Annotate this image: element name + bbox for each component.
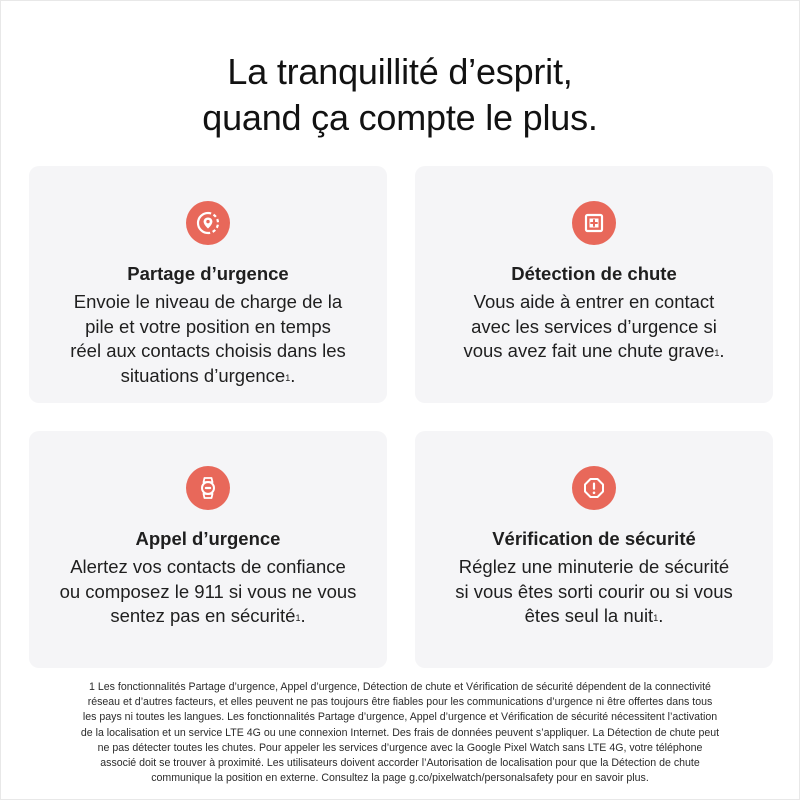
feature-title: Détection de chute <box>511 263 677 284</box>
feature-card-fall-detection <box>415 166 773 403</box>
feature-description-line: ou composez le 911 si vous ne vous <box>59 580 357 602</box>
feature-description <box>425 555 763 629</box>
footnote-marker: 1 <box>714 348 720 358</box>
footnote-marker: 1 <box>295 613 301 623</box>
page-title <box>1 49 799 141</box>
feature-description-period: . <box>300 605 306 626</box>
feature-description-line <box>425 339 763 364</box>
feature-description-line <box>39 364 377 389</box>
legal-footnote <box>23 680 777 786</box>
footnote-line: communique la position en externe. Consultez la page g.co/pixelwatch/personalsafety pour en savoir plus. <box>151 772 649 785</box>
feature-description-line: Envoie le niveau de charge de la <box>73 291 343 312</box>
feature-card-emergency-sharing <box>29 166 387 403</box>
footnote-line: ne pas détecter toutes les chutes. Pour appeler les services d’urgence avec la Google Pixel Watch sans LTE 4G, votre téléphone <box>97 741 703 754</box>
feature-description-period: . <box>290 364 296 386</box>
feature-description <box>39 555 377 629</box>
page-title-line-2: quand ça compte le plus. <box>202 97 598 138</box>
feature-description-line: Réglez une minuterie de sécurité <box>458 556 730 577</box>
feature-description <box>39 290 377 388</box>
feature-description-text: vous avez fait une chute grave <box>463 340 715 361</box>
footnote-line: de la localisation et un service LTE 4G ou une connexion Internet. Des frais de données peuvent s’appliquer. La Détection de chute peut <box>80 726 720 739</box>
feature-description-text: êtes seul la nuit <box>524 605 654 626</box>
feature-description-period: . <box>719 340 725 361</box>
feature-description-text: sentez pas en sécurité <box>110 605 296 626</box>
feature-description-line: si vous êtes sorti courir ou si vous <box>455 580 733 602</box>
alert-octagon-icon <box>572 466 616 510</box>
feature-description-text: situations d’urgence <box>120 364 286 386</box>
footnote-line: associé doit se trouver à proximité. Les utilisateurs doivent accorder l’Autorisation de localisation pour que la Détection de chute <box>100 757 700 770</box>
feature-description-line: avec les services d’urgence si <box>471 315 717 337</box>
feature-card-emergency-call <box>29 431 387 668</box>
feature-title: Appel d’urgence <box>135 528 281 549</box>
feature-title: Vérification de sécurité <box>492 528 696 549</box>
watch-icon <box>186 466 230 510</box>
footnote-marker: 1 <box>653 613 659 623</box>
footnote-line: les pays ni toutes les langues. Les fonctionnalités Partage d’urgence, Appel d’urgence et Vérification de sécurité nécessitent l’activation <box>82 711 718 724</box>
footnote-line: 1 Les fonctionnalités Partage d’urgence, Appel d’urgence, Détection de chute et Vérification de sécurité dépendent de la connectivité <box>89 681 711 693</box>
footnote-marker: 1 <box>285 372 291 383</box>
location-share-icon <box>186 201 230 245</box>
feature-description-line <box>39 604 377 629</box>
feature-description-line: Vous aide à entrer en contact <box>473 291 715 312</box>
feature-description-line <box>425 604 763 629</box>
feature-description-line: pile et votre position en temps <box>85 315 331 337</box>
page-title-line-1: La tranquillité d’esprit, <box>227 51 573 92</box>
medical-plus-icon <box>572 201 616 245</box>
feature-description-period: . <box>658 605 664 626</box>
feature-description <box>425 290 763 364</box>
feature-card-safety-check <box>415 431 773 668</box>
feature-description-line: réel aux contacts choisis dans les <box>70 340 346 361</box>
feature-description-line: Alertez vos contacts de confiance <box>70 556 346 577</box>
feature-title: Partage d’urgence <box>127 263 289 284</box>
footnote-line: réseau et d’autres facteurs, et elles peuvent ne pas toujours être fiables pour les communications d’urgence ni être offertes dans tous <box>87 696 713 709</box>
